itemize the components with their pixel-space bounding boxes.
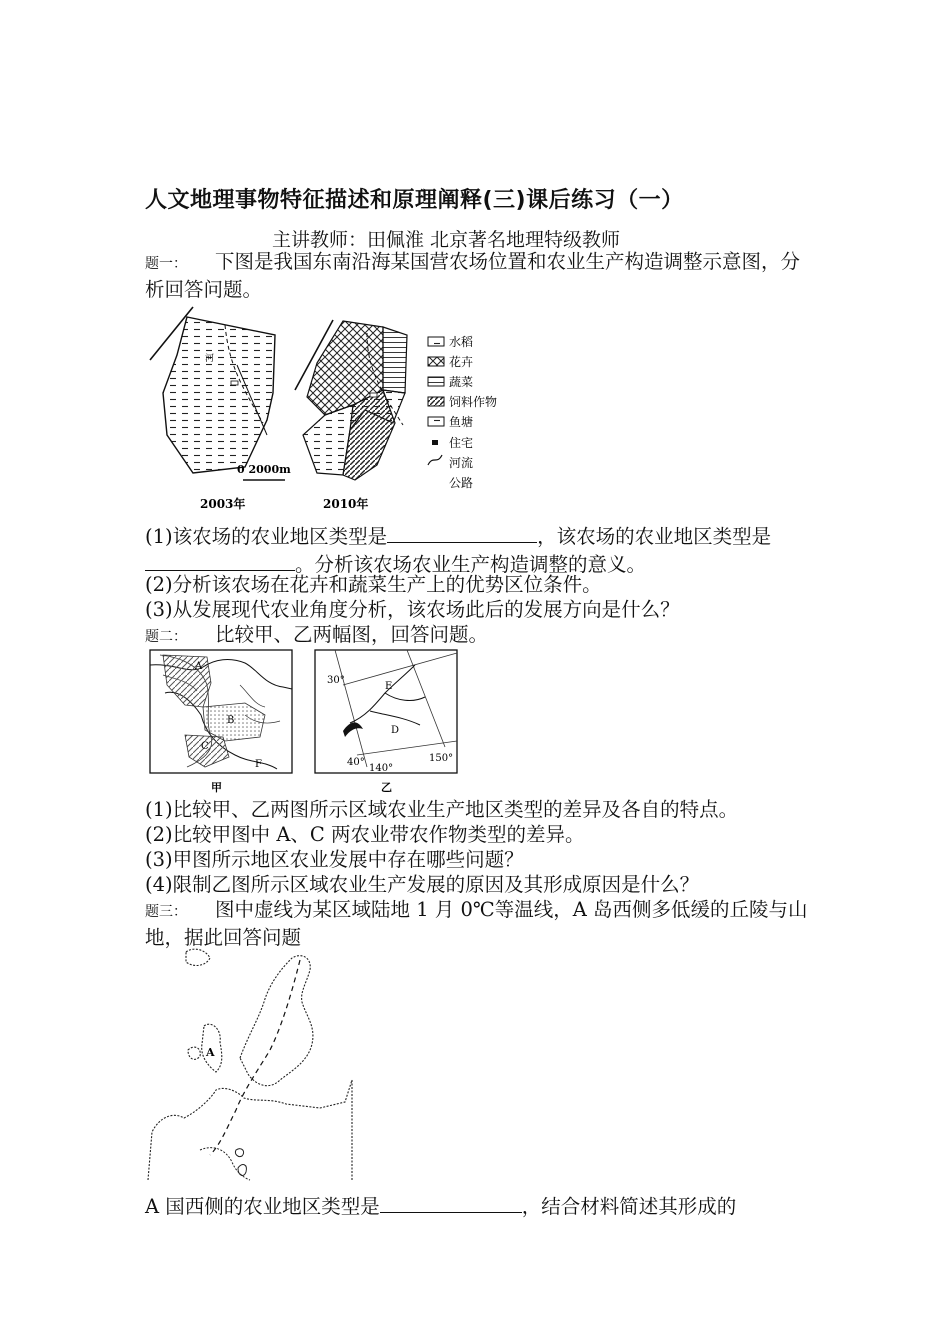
q1-item3: (3)从发展现代农业角度分析，该农场此后的发展方向是什么？ — [145, 598, 680, 621]
scandinavia-outline — [240, 956, 313, 1086]
house-icon — [432, 440, 438, 445]
map-caption-jia: 甲 — [211, 781, 222, 794]
year-label-2010: 2010年 — [323, 497, 369, 511]
q2-item4: (4)限制乙图所示区域农业生产发展的原因及其形成原因是什么？ — [145, 873, 700, 896]
farm-map-2003 — [150, 307, 291, 511]
house-icon-2010 — [370, 393, 377, 397]
page-subtitle: 主讲教师：田佩淮 北京著名地理特级教师 — [272, 229, 621, 251]
page-title: 人文地理事物特征描述和原理阐释(三)课后练习（一） — [145, 188, 684, 213]
q2-label: 题二： — [145, 629, 187, 645]
answer-blank[interactable] — [380, 1192, 522, 1213]
q2-item3: (3)甲图所示地区农业发展中存在哪些问题？ — [145, 848, 524, 871]
q1-item2: (2)分析该农场在花卉和蔬菜生产上的优势区位条件。 — [145, 573, 602, 596]
q1-item1-text-c: 。分析该农场农业生产构造调整的意义。 — [295, 553, 647, 576]
map-label: 150° — [429, 753, 454, 764]
map-label: 40° — [347, 757, 365, 768]
q1-intro-text: 下图是我国东南沿海某国营农场位置和农业生产构造调整示意图，分析回答问题。 — [145, 250, 801, 301]
legend-item: 公路 — [449, 476, 474, 490]
map-label-river: 河 — [205, 354, 215, 364]
q3-intro-text: 图中虚线为某区域陆地 1 月 0℃等温线，A 岛西侧多低缓的丘陵与山地，据此回答问题 — [145, 898, 808, 949]
legend-item: 花卉 — [449, 355, 474, 369]
answer-blank[interactable] — [387, 522, 537, 543]
legend-item: 饲料作物 — [449, 395, 498, 409]
q2-item1: (1)比较甲、乙两图所示区域农业生产地区类型的差异及各自的特点。 — [145, 798, 739, 821]
q3-item-text-a: A 国西侧的农业地区类型是 — [145, 1195, 380, 1218]
legend-item: 蔬菜 — [449, 375, 474, 389]
map-label: C — [201, 741, 209, 752]
scale-label: 0 2000m — [237, 463, 291, 476]
corsica-outline — [235, 1149, 243, 1157]
iceland-outline — [186, 949, 210, 965]
answer-blank[interactable] — [145, 550, 295, 571]
q3-item-text-b: ，结合材料简述其形成的 — [521, 1195, 737, 1218]
q3-item — [145, 1192, 815, 1220]
q1-item1 — [145, 522, 815, 578]
figure-legend — [428, 334, 497, 490]
q3-label: 题三： — [145, 904, 187, 920]
q2-item2: (2)比较甲图中 A、C 两农业带农作物类型的差异。 — [145, 823, 585, 846]
map-label: A — [195, 661, 203, 672]
map-label: 140° — [369, 763, 394, 774]
mainland-outline — [148, 1080, 352, 1180]
isotherm-0c-line — [210, 960, 300, 1155]
q2-intro-text: 比较甲、乙两幅图，回答问题。 — [215, 623, 489, 646]
map-caption-yi: 乙 — [381, 781, 392, 794]
farm-restructure-figure — [145, 305, 515, 520]
ireland-outline — [188, 1047, 200, 1059]
map-label: E — [385, 681, 393, 692]
sardinia-outline — [238, 1165, 246, 1176]
map-jia — [150, 650, 292, 794]
map-label-a: A — [206, 1046, 215, 1059]
europe-map — [140, 940, 360, 1190]
map-label: B — [227, 715, 235, 726]
farm-map-2010 — [295, 320, 407, 511]
q1-item1-text-b: ，该农场的农业地区类型是 — [537, 525, 772, 548]
legend-item: 河流 — [449, 456, 474, 470]
legend-item: 住宅 — [449, 436, 474, 450]
house-icon-2003 — [231, 381, 238, 385]
river-icon — [428, 455, 442, 465]
q1-intro — [145, 249, 815, 303]
year-label-2003: 2003年 — [200, 497, 246, 511]
q1-label: 题一： — [145, 256, 187, 272]
comparison-maps — [145, 645, 465, 795]
map-label: F — [255, 759, 262, 770]
q1-item1-text-a: (1)该农场的农业地区类型是 — [145, 525, 388, 548]
map-label: 30° — [327, 675, 345, 686]
map-yi — [315, 650, 457, 794]
legend-item: 鱼塘 — [449, 415, 474, 429]
map-label: D — [391, 725, 400, 736]
legend-item: 水稻 — [449, 335, 474, 349]
